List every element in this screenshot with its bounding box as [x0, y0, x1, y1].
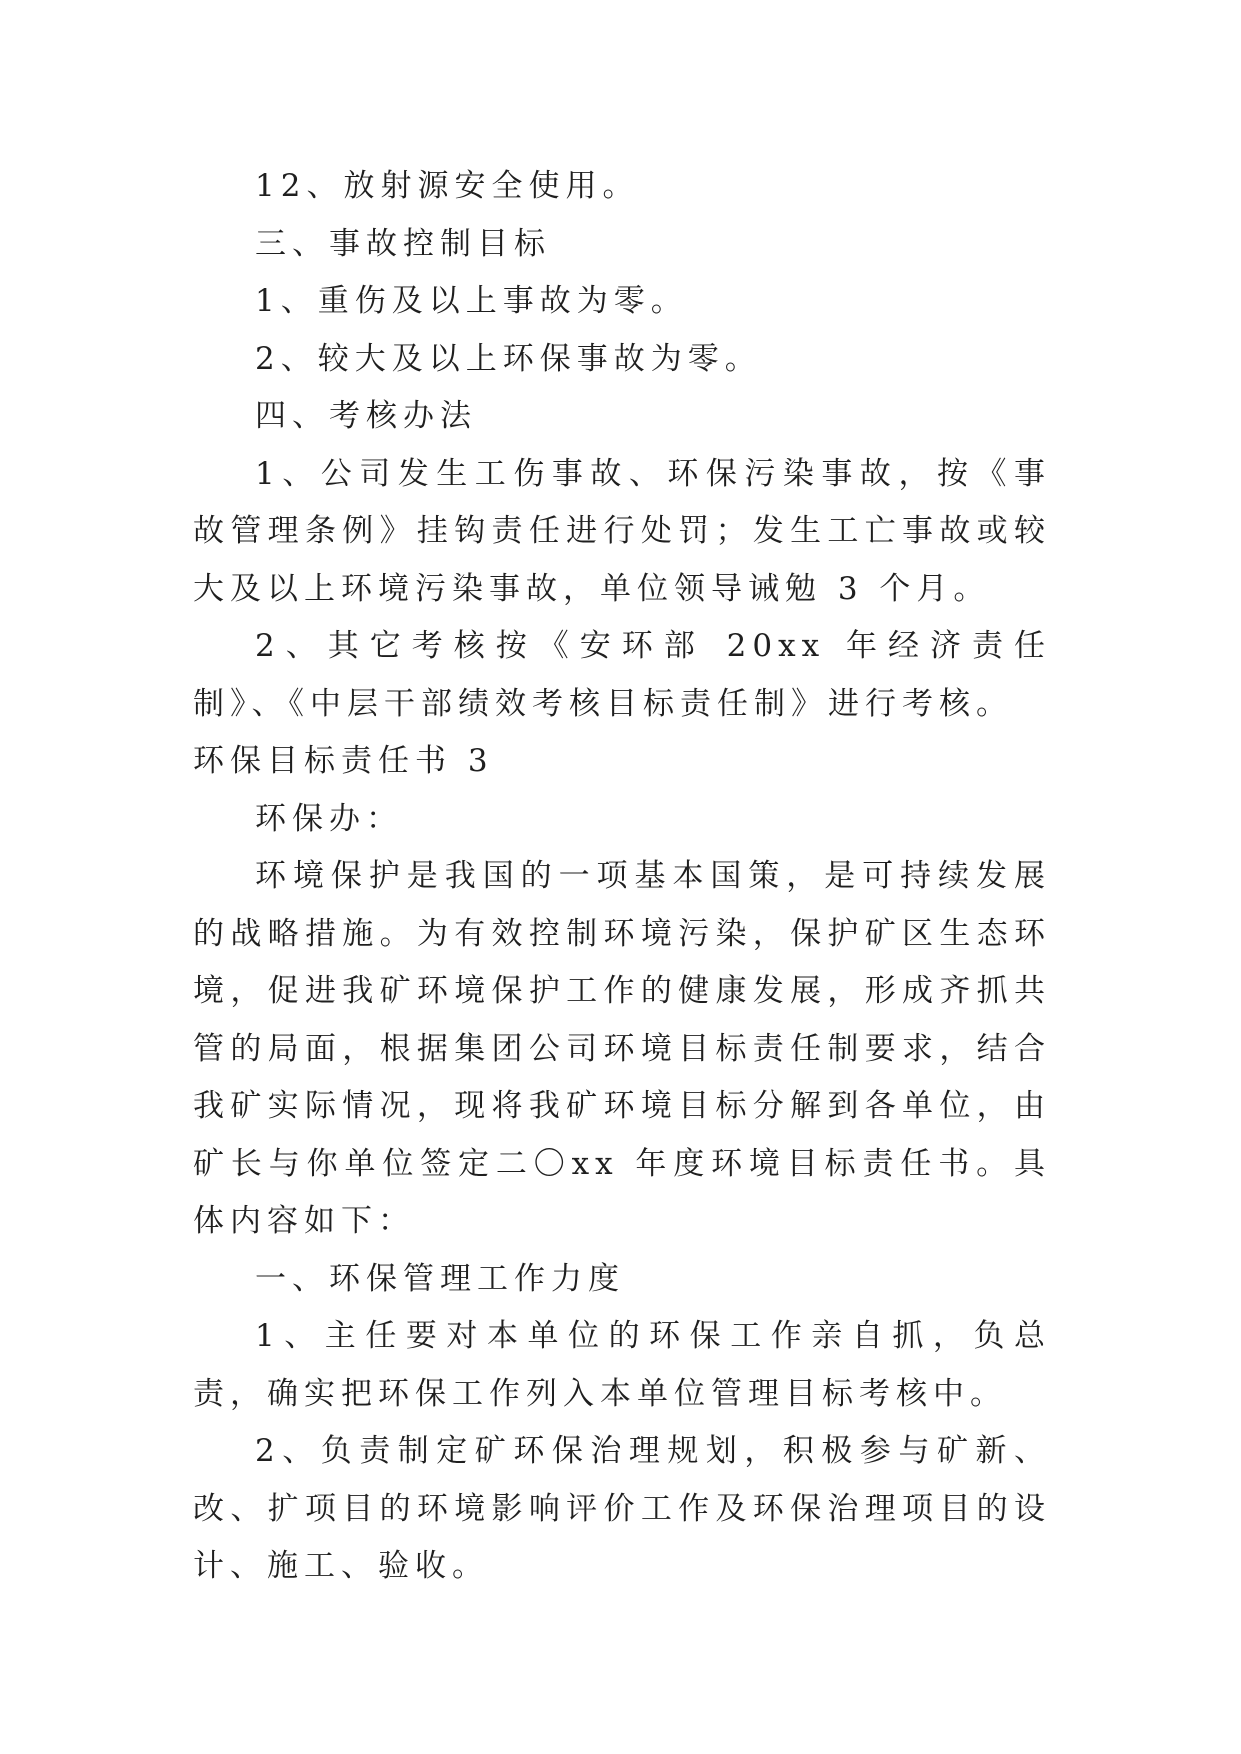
addressee: 环保办：: [255, 800, 403, 837]
list-item: 1、重伤及以上事故为零。: [255, 283, 688, 319]
list-item: 2、其它考核按《安环部 20xx 年经济责任制》、《中层干部绩效考核目标责任制》进行考核。: [193, 628, 1051, 722]
list-item: 2、负责制定矿环保治理规划，积极参与矿新、改、扩项目的环境影响评价工作及环保治理项目的设计、施工、验收。: [193, 1433, 1051, 1584]
list-item: 1、主任要对本单位的环保工作亲自抓，负总责，确实把环保工作列入本单位管理目标考核中。: [193, 1318, 1051, 1412]
document-title: 环保目标责任书 3: [193, 743, 494, 779]
section-heading: 四、考核办法: [255, 398, 477, 434]
list-item: 12、放射源安全使用。: [255, 168, 640, 204]
section-heading: 一、环保管理工作力度: [255, 1260, 625, 1297]
section-heading: 三、事故控制目标: [255, 225, 551, 262]
list-item: 2、较大及以上环保事故为零。: [255, 340, 762, 377]
document-body: [193, 158, 1051, 1596]
list-item: 1、公司发生工伤事故、环保污染事故，按《事故管理条例》挂钩责任进行处罚；发生工亡事故或较大及以上环境污染事故，单位领导诫勉 3 个月。: [193, 455, 1051, 607]
body-paragraph: 环境保护是我国的一项基本国策，是可持续发展的战略措施。为有效控制环境污染，保护矿区生态环境，促进我矿环境保护工作的健康发展，形成齐抓共管的局面，根据集团公司环境目标责任制要求，结合我矿实际情况，现将我矿环境目标分解到各单位，由矿长与你单位签定二〇xx 年度环境目标责任书。具体内容如下：: [193, 858, 1051, 1239]
